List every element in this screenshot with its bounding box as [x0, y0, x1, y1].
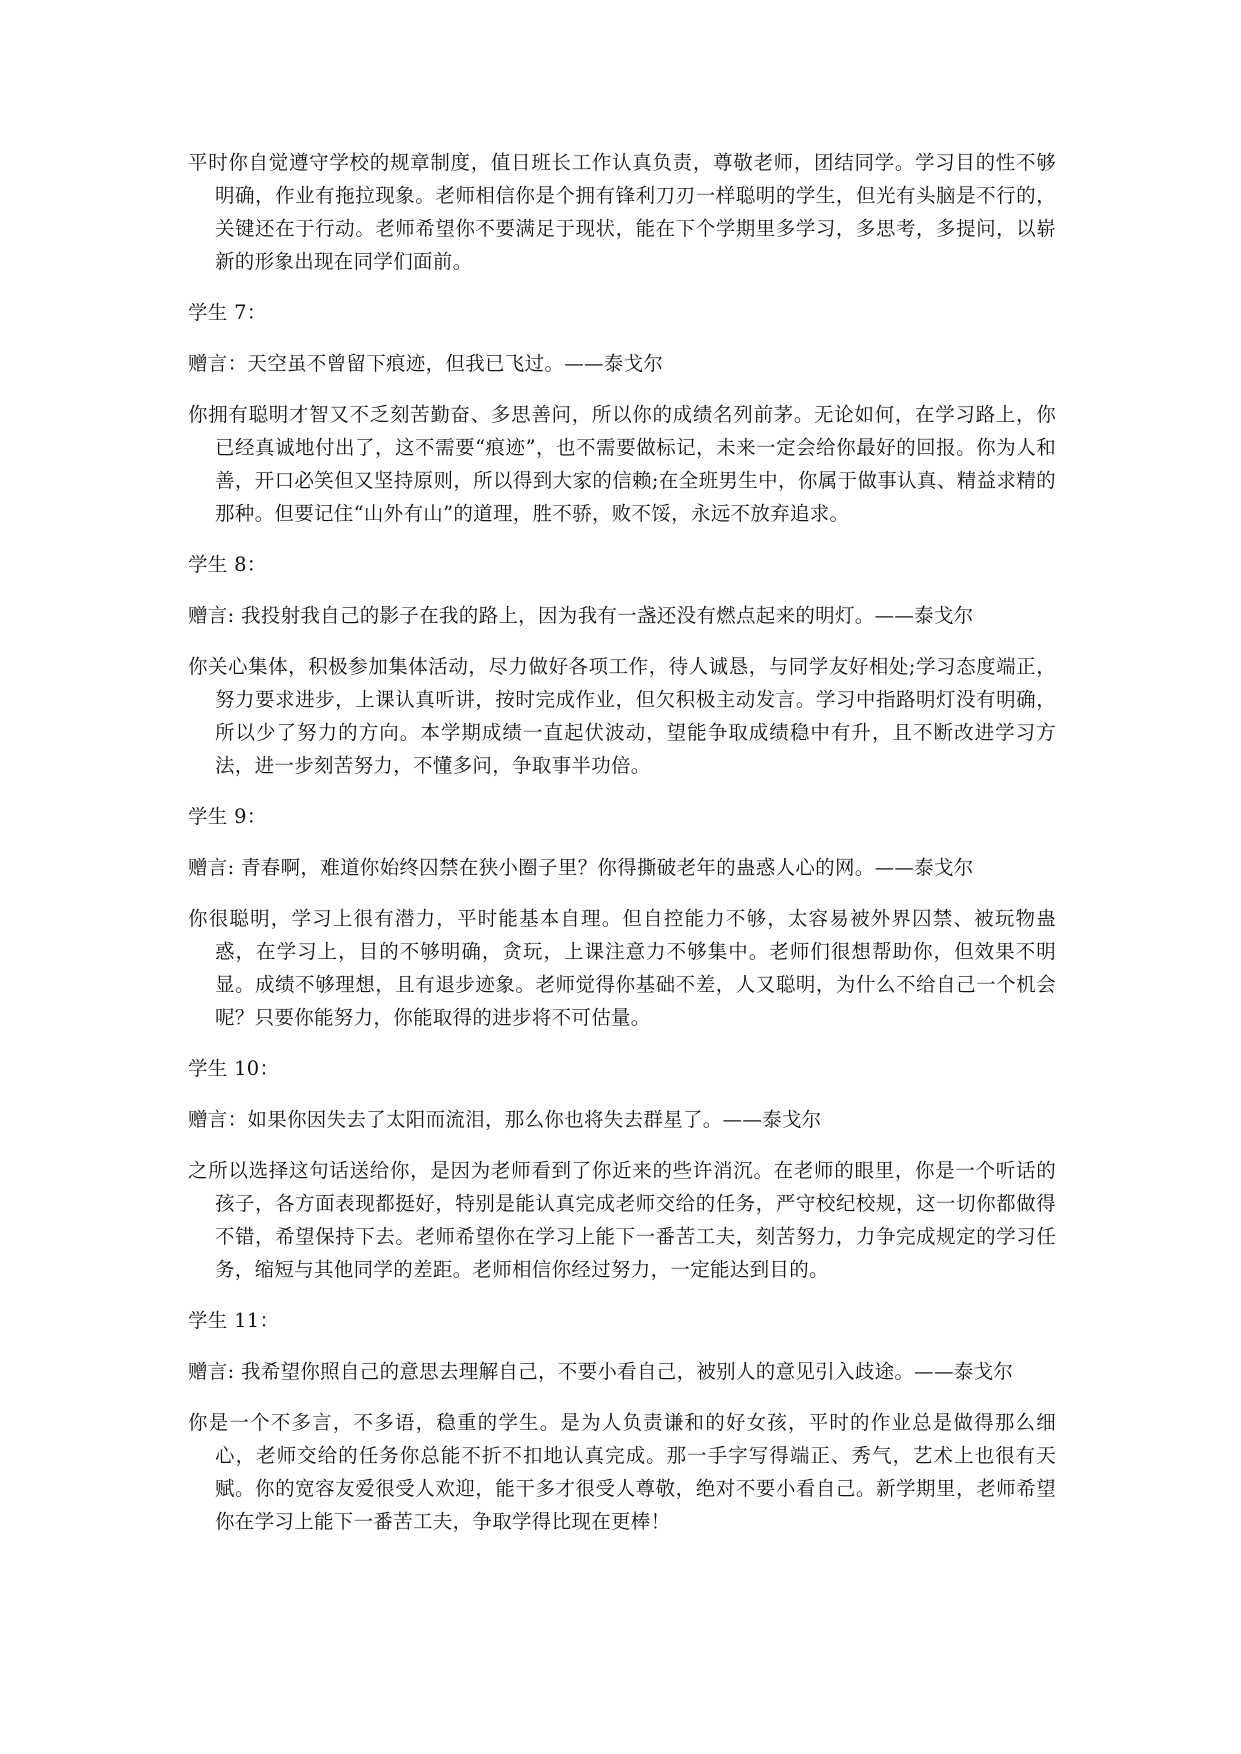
- quote-line: 赠言：天空虽不曾留下痕迹，但我已飞过。——泰戈尔: [188, 352, 664, 375]
- comment-paragraph: 你拥有聪明才智又不乏刻苦勤奋、多思善问，所以你的成绩名列前茅。无论如何，在学习路上，你已经真诚地付出了，这不需要“痕迹”，也不需要做标记，未来一定会给你最好的回报。你为人和善，开口必笑但又坚持原则，所以得到大家的信赖;在全班男生中，你属于做事认真、精益求精的那种。但要记住“山外有山”的道理，胜不骄，败不馁，永远不放弃追求。: [188, 403, 1056, 525]
- comment-paragraph: 你很聪明，学习上很有潜力，平时能基本自理。但自控能力不够，太容易被外界囚禁、被玩物蛊惑，在学习上，目的不够明确，贪玩，上课注意力不够集中。老师们很想帮助你，但效果不明显。成绩不够理想，且有退步迹象。老师觉得你基础不差，人又聪明，为什么不给自己一个机会呢？只要你能努力，你能取得的进步将不可估量。: [188, 907, 1056, 1029]
- comment-paragraph: 你关心集体，积极参加集体活动，尽力做好各项工作，待人诚恳，与同学友好相处;学习态度端正，努力要求进步，上课认真听讲，按时完成作业，但欠积极主动发言。学习中指路明灯没有明确，所以少了努力的方向。本学期成绩一直起伏波动，望能争取成绩稳中有升，且不断改进学习方法，进一步刻苦努力，不懂多问，争取事半功倍。: [188, 655, 1056, 777]
- comment-paragraph: 平时你自觉遵守学校的规章制度，值日班长工作认真负责，尊敬老师，团结同学。学习目的性不够明确，作业有拖拉现象。老师相信你是个拥有锋利刀刃一样聪明的学生，但光有头脑是不行的，关键还在于行动。老师希望你不要满足于现状，能在下个学期里多学习，多思考，多提问，以崭新的形象出现在同学们面前。: [188, 151, 1056, 273]
- comment-paragraph: 之所以选择这句话送给你，是因为老师看到了你近来的些许消沉。在老师的眼里，你是一个听话的孩子，各方面表现都挺好，特别是能认真完成老师交给的任务，严守校纪校规，这一切你都做得不错，希望保持下去。老师希望你在学习上能下一番苦工夫，刻苦努力，力争完成规定的学习任务，缩短与其他同学的差距。老师相信你经过努力，一定能达到目的。: [188, 1159, 1056, 1281]
- student-heading: 学生 8：: [188, 553, 267, 576]
- student-heading: 学生 7：: [188, 301, 267, 324]
- document-page: [188, 146, 1056, 1556]
- quote-line: 赠言：如果你因失去了太阳而流泪，那么你也将失去群星了。——泰戈尔: [188, 1108, 822, 1131]
- student-heading: 学生 10：: [188, 1057, 280, 1080]
- student-heading: 学生 11：: [188, 1309, 280, 1332]
- quote-line: 赠言: 我希望你照自己的意思去理解自己，不要小看自己，被别人的意见引入歧途。——泰戈尔: [188, 1360, 1014, 1383]
- student-heading: 学生 9：: [188, 805, 267, 828]
- quote-line: 赠言: 我投射我自己的影子在我的路上，因为我有一盏还没有燃点起来的明灯。——泰戈尔: [188, 604, 974, 627]
- comment-paragraph: 你是一个不多言，不多语，稳重的学生。是为人负责谦和的好女孩，平时的作业总是做得那么细心，老师交给的任务你总能不折不扣地认真完成。那一手字写得端正、秀气，艺术上也很有天赋。你的宽容友爱很受人欢迎，能干多才很受人尊敬，绝对不要小看自己。新学期里，老师希望你在学习上能下一番苦工夫，争取学得比现在更棒！: [188, 1411, 1056, 1533]
- quote-line: 赠言: 青春啊，难道你始终囚禁在狭小圈子里？你得撕破老年的蛊惑人心的网。——泰戈尔: [188, 856, 974, 879]
